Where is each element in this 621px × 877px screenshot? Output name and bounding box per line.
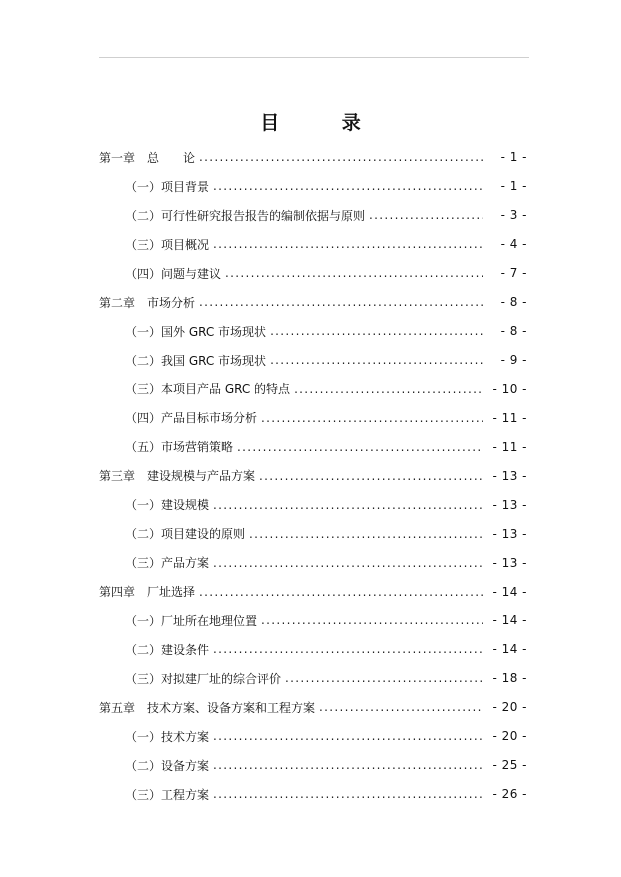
toc-entry-label: （四）产品目标市场分析 [125, 411, 258, 426]
toc-entry-page: - 11 - [492, 439, 527, 454]
dot-leader [213, 498, 483, 512]
toc-entry-label: 第五章 技术方案、设备方案和工程方案 [99, 700, 316, 715]
dot-leader [213, 787, 483, 801]
toc-entry[interactable] [99, 490, 527, 519]
toc-entry-page: - 10 - [492, 381, 527, 396]
page-title: 目 录 [260, 112, 389, 134]
toc-entry[interactable] [99, 519, 527, 548]
dot-leader [199, 150, 483, 164]
dot-leader [270, 353, 483, 367]
toc-entry[interactable] [99, 751, 527, 780]
toc-entry-label: （四）问题与建议 [125, 266, 222, 281]
dot-leader [213, 729, 483, 743]
toc-entry-label: （一）建设规模 [125, 498, 210, 513]
dot-leader [261, 411, 483, 425]
toc-entry-page: - 9 - [500, 353, 527, 368]
dot-leader [259, 469, 483, 483]
toc-entry[interactable] [99, 346, 527, 375]
dot-leader [199, 295, 483, 309]
toc-entry-label: （三）项目概况 [125, 237, 210, 252]
toc-entry-label: （二）我国 GRC 市场现状 [125, 353, 267, 368]
toc-entry[interactable] [99, 403, 527, 432]
dot-leader [285, 671, 483, 685]
toc-entry-page: - 3 - [500, 208, 527, 223]
toc-entry-page: - 1 - [500, 150, 527, 165]
toc-entry-page: - 11 - [492, 410, 527, 425]
toc-entry-label: （二）设备方案 [125, 758, 210, 773]
dot-leader [369, 208, 483, 222]
toc-entry-label: （三）工程方案 [125, 787, 210, 802]
toc-entry[interactable] [99, 375, 527, 404]
toc-entry-page: - 13 - [492, 497, 527, 512]
toc-entry[interactable] [99, 693, 527, 722]
toc-entry[interactable] [99, 230, 527, 259]
toc-entry-label: （二）可行性研究报告报告的编制依据与原则 [125, 208, 366, 223]
toc-entry-page: - 20 - [492, 729, 527, 744]
dot-leader [199, 585, 483, 599]
header-rule [99, 57, 529, 58]
toc-entry[interactable] [99, 722, 527, 751]
toc-entry-label: 第一章 总 论 [99, 150, 196, 165]
toc-entry-label: （五）市场营销策略 [125, 440, 234, 455]
toc-entry[interactable] [99, 780, 527, 809]
dot-leader [213, 758, 483, 772]
toc-entry[interactable] [99, 577, 527, 606]
dot-leader [213, 237, 483, 251]
toc-entry-page: - 8 - [500, 324, 527, 339]
toc-entry-label: （一）厂址所在地理位置 [125, 613, 258, 628]
toc-entry[interactable] [99, 664, 527, 693]
toc-entry-label: （一）项目背景 [125, 179, 210, 194]
toc-entry-page: - 14 - [492, 613, 527, 628]
dot-leader [213, 556, 483, 570]
toc-entry-page: - 1 - [500, 179, 527, 194]
dot-leader [319, 700, 483, 714]
toc-entry[interactable] [99, 288, 527, 317]
toc-entry-label: （一）技术方案 [125, 729, 210, 744]
toc-entry-page: - 14 - [492, 584, 527, 599]
toc-entry-label: （三）本项目产品 GRC 的特点 [125, 382, 291, 397]
toc-entry-page: - 13 - [492, 526, 527, 541]
toc-entry-page: - 26 - [492, 787, 527, 802]
toc-entry[interactable] [99, 172, 527, 201]
toc-entry[interactable] [99, 317, 527, 346]
toc-entry-page: - 4 - [500, 237, 527, 252]
toc-entry-label: （一）国外 GRC 市场现状 [125, 324, 267, 339]
table-of-contents [99, 143, 527, 809]
toc-entry-page: - 7 - [500, 266, 527, 281]
toc-entry[interactable] [99, 606, 527, 635]
toc-entry-page: - 20 - [492, 700, 527, 715]
dot-leader [213, 642, 483, 656]
toc-entry[interactable] [99, 201, 527, 230]
toc-entry-page: - 18 - [492, 671, 527, 686]
toc-entry-page: - 13 - [492, 555, 527, 570]
toc-entry-label: （二）项目建设的原则 [125, 527, 246, 542]
toc-entry-page: - 25 - [492, 758, 527, 773]
dot-leader [213, 179, 483, 193]
dot-leader [225, 266, 483, 280]
toc-entry-label: （三）对拟建厂址的综合评价 [125, 671, 282, 686]
toc-entry[interactable] [99, 461, 527, 490]
toc-entry-page: - 14 - [492, 642, 527, 657]
dot-leader [270, 324, 483, 338]
toc-entry-label: 第二章 市场分析 [99, 295, 196, 310]
dot-leader [261, 613, 483, 627]
toc-entry-label: （二）建设条件 [125, 642, 210, 657]
toc-entry-page: - 8 - [500, 295, 527, 310]
toc-entry-page: - 13 - [492, 468, 527, 483]
dot-leader [294, 382, 483, 396]
toc-entry-label: 第三章 建设规模与产品方案 [99, 469, 256, 484]
toc-entry[interactable] [99, 635, 527, 664]
toc-entry[interactable] [99, 143, 527, 172]
toc-entry[interactable] [99, 259, 527, 288]
toc-entry[interactable] [99, 548, 527, 577]
dot-leader [237, 440, 483, 454]
toc-entry-label: （三）产品方案 [125, 556, 210, 571]
dot-leader [249, 527, 483, 541]
toc-entry-label: 第四章 厂址选择 [99, 585, 196, 600]
toc-entry[interactable] [99, 432, 527, 461]
